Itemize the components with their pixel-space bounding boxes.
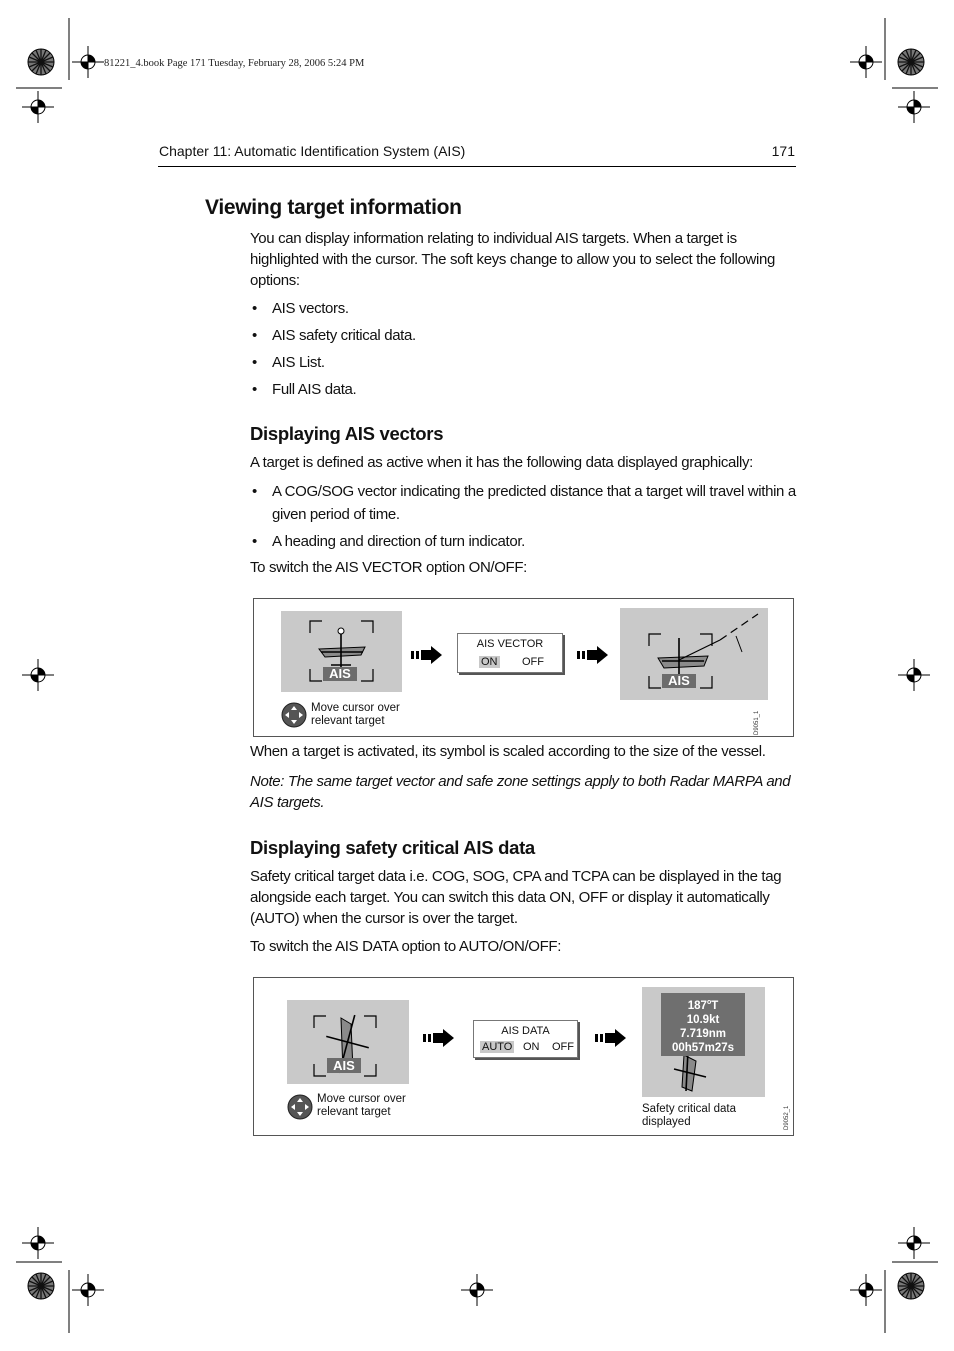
cursor-caption: Move cursor over relevant target — [311, 702, 400, 727]
options-list — [250, 297, 798, 405]
arrow-icon — [423, 1029, 455, 1047]
vectors-list — [250, 480, 798, 557]
figure-code: D9051_1 — [754, 710, 760, 735]
figure-ais-vector — [253, 598, 794, 737]
ais-label: AIS — [333, 1058, 355, 1073]
list-item: • A COG/SOG vector indicating the predicted distance that a target will travel within a given period of time. — [250, 480, 798, 526]
vectors-after-text: When a target is activated, its symbol is scaled according to the size of the vessel. — [250, 743, 766, 760]
figure-code: D9052_1 — [784, 1105, 790, 1130]
vectors-intro: A target is defined as active when it has the following data displayed graphically: — [250, 454, 753, 471]
arrow-icon — [595, 1029, 627, 1047]
cursor-pad-icon — [287, 1094, 313, 1120]
print-slug: 81221_4.book Page 171 Tuesday, February 28, 2006 5:24 PM — [104, 58, 365, 69]
page-number: 171 — [771, 143, 795, 159]
vectors-switch-text: To switch the AIS VECTOR option ON/OFF: — [250, 559, 528, 576]
arrow-icon — [577, 646, 609, 664]
section-title: Viewing target information — [205, 196, 462, 219]
softkey-option-auto[interactable]: AUTO — [482, 1041, 513, 1053]
list-item: • A heading and direction of turn indicator. — [250, 530, 798, 553]
safety-switch-text: To switch the AIS DATA option to AUTO/ON/OFF: — [250, 938, 562, 955]
cursor-caption: Move cursor over relevant target — [317, 1093, 406, 1118]
safety-data-tag: 187$^o$T 10.9kt 7.719nm 00h57m27s — [661, 993, 745, 1056]
header-rule — [158, 166, 796, 167]
softkey-title: AIS VECTOR — [476, 638, 544, 650]
ais-vector-softkey[interactable] — [457, 633, 563, 673]
softkey-option-off[interactable]: OFF — [522, 656, 544, 668]
list-item: • AIS List. — [250, 351, 798, 374]
softkey-option-off[interactable]: OFF — [552, 1041, 574, 1053]
cursor-pad-icon — [281, 702, 307, 728]
ais-label-after: AIS — [668, 673, 690, 688]
list-item: • Full AIS data. — [250, 378, 798, 401]
list-item: • AIS vectors. — [250, 297, 798, 320]
section-intro: You can display information relating to individual AIS targets. When a target is highlighted with the cursor. The soft keys change to allow you to select the following options: — [250, 230, 775, 289]
ais-label: AIS — [329, 666, 351, 681]
safety-title: Displaying safety critical AIS data — [250, 837, 535, 858]
running-header-chapter: Chapter 11: Automatic Identification System (AIS) — [159, 143, 466, 159]
safety-intro: Safety critical target data i.e. COG, SOG, CPA and TCPA can be displayed in the tag alongside each target. You can switch this data ON, OFF or display it automatically (AUTO) when the cursor is over the target. — [250, 868, 782, 927]
arrow-icon — [411, 646, 443, 664]
vectors-title: Displaying AIS vectors — [250, 423, 444, 444]
softkey-option-on[interactable]: ON — [523, 1041, 540, 1053]
safety-data-caption: Safety critical data displayed — [642, 1103, 736, 1128]
ais-data-softkey[interactable] — [473, 1020, 578, 1058]
figure-ais-data — [253, 977, 794, 1136]
softkey-option-on[interactable]: ON — [481, 656, 498, 668]
softkey-title: AIS DATA — [501, 1025, 550, 1037]
vectors-note: Note: The same target vector and safe zone settings apply to both Radar MARPA and AIS targets. — [250, 773, 791, 811]
list-item: • AIS safety critical data. — [250, 324, 798, 347]
